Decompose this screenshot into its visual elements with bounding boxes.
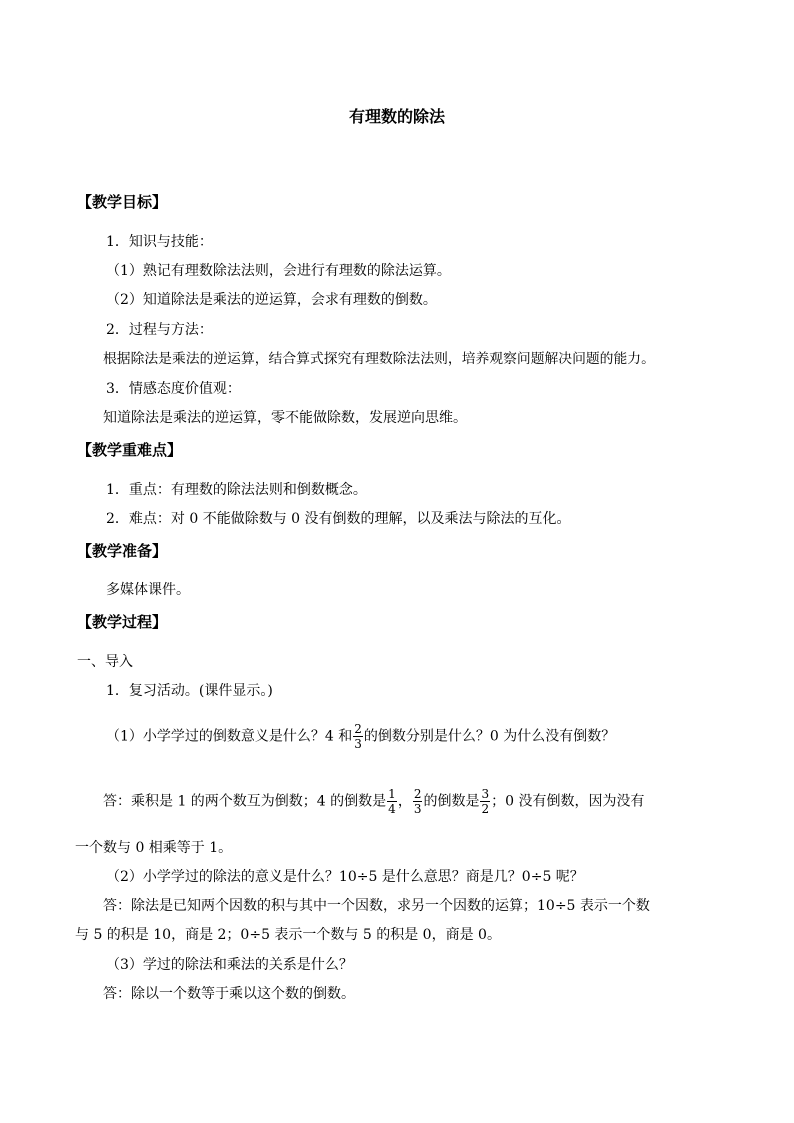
goals-line-4: 2．过程与方法： (106, 322, 213, 338)
goals-line-2: （1）熟记有理数除法法则，会进行有理数的除法运算。 (106, 263, 451, 279)
process-answer-3: 答：除以一个数等于乘以这个数的倒数。 (103, 986, 355, 1002)
process-answer-1-cont: 一个数与 0 相乘等于 1。 (75, 840, 233, 856)
section-heading-prep: 【教学准备】 (77, 542, 168, 560)
key-points-line-2: 2．难点：对 0 不能做除数与 0 没有倒数的理解，以及乘法与除法的互化。 (106, 511, 571, 527)
fraction-one-fourth: $\frac{1}{4}$ (388, 787, 396, 816)
fraction-two-thirds: $\frac{2}{3}$ (354, 722, 362, 751)
section-heading-process: 【教学过程】 (77, 613, 168, 631)
process-question-3: （3）学过的除法和乘法的关系是什么？ (106, 957, 353, 973)
process-activity: 1．复习活动。(课件显示。) (106, 683, 273, 699)
section-heading-key-points: 【教学重难点】 (77, 441, 183, 459)
q1-text-post: 的倒数分别是什么？0 为什么没有倒数？ (363, 728, 616, 745)
a1-text-3: 的倒数是 (423, 793, 480, 810)
goals-line-1: 1．知识与技能： (106, 234, 213, 250)
process-question-1 (106, 722, 615, 751)
process-question-2: （2）小学学过的除法的意义是什么？10÷5 是什么意思？商是几？0÷5 呢？ (106, 869, 584, 885)
process-intro: 一、导入 (77, 654, 133, 670)
goals-line-7: 知道除法是乘法的逆运算，零不能做除数，发展逆向思维。 (103, 410, 467, 426)
process-answer-2-line-2: 与 5 的积是 10，商是 2；0÷5 表示一个数与 5 的积是 0，商是 0。 (75, 927, 501, 943)
process-answer-2-line-1: 答：除法是已知两个因数的积与其中一个因数，求另一个因数的运算；10÷5 表示一个数 (103, 898, 650, 914)
goals-line-5: 根据除法是乘法的逆运算，结合算式探究有理数除法法则，培养观察问题解决问题的能力。 (103, 351, 655, 367)
process-answer-1 (103, 787, 644, 816)
fraction-two-thirds-b: $\frac{2}{3}$ (413, 787, 422, 816)
prep-line-1: 多媒体课件。 (106, 582, 190, 598)
fraction-three-halves: $\frac{3}{2}$ (481, 787, 490, 816)
page-title: 有理数的除法 (348, 107, 445, 126)
a1-text-4: ；0 没有倒数，因为没有 (491, 793, 645, 810)
goals-line-3: （2）知道除法是乘法的逆运算，会求有理数的倒数。 (106, 292, 437, 308)
q1-text-pre: （1）小学学过的倒数意义是什么？4 和 (106, 728, 353, 745)
section-heading-goals: 【教学目标】 (77, 193, 168, 211)
goals-line-6: 3．情感态度价值观： (106, 381, 241, 397)
a1-text-1: 答：乘积是 1 的两个数互为倒数；4 的倒数是 (103, 793, 387, 810)
key-points-line-1: 1．重点：有理数的除法法则和倒数概念。 (106, 482, 367, 498)
a1-text-2: ， (397, 793, 412, 810)
